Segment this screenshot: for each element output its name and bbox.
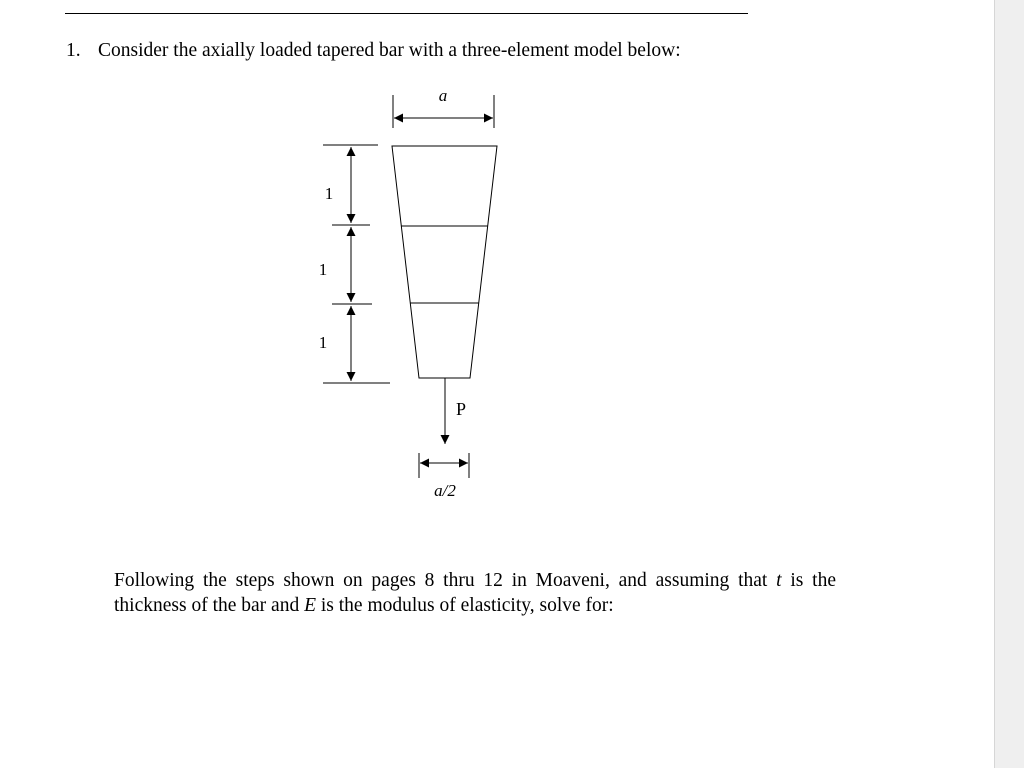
load-label: P [455, 399, 467, 419]
thickness-symbol: t [776, 570, 782, 591]
top-width-label: a [438, 86, 448, 105]
bottom-width-label: a/2 [434, 481, 456, 500]
bar-outline [392, 146, 497, 378]
element-2-length-label: 1 [318, 260, 328, 279]
paragraph-text-3: is the modulus of elasticity, solve for: [316, 595, 614, 616]
paragraph-text-1: Following the steps shown on pages 8 thru 12 in Moaveni, and assuming that [114, 570, 777, 591]
document-scrollbar-gutter[interactable] [994, 0, 1024, 768]
top-width-dimension [393, 86, 494, 128]
bottom-width-dimension [419, 453, 469, 500]
modulus-symbol: E [304, 595, 316, 616]
question-number: 1. [66, 40, 81, 61]
question-text: Consider the axially loaded tapered bar with a three-element model below: [98, 40, 681, 61]
tapered-bar [392, 146, 497, 378]
paragraph-text-2: is the thickness of the bar and [114, 570, 836, 616]
element-1-length-label: 1 [324, 184, 334, 203]
element-3-length-label: 1 [318, 333, 328, 352]
instruction-paragraph [114, 568, 836, 618]
element-length-dimensions [319, 145, 390, 383]
load-p [445, 378, 466, 444]
